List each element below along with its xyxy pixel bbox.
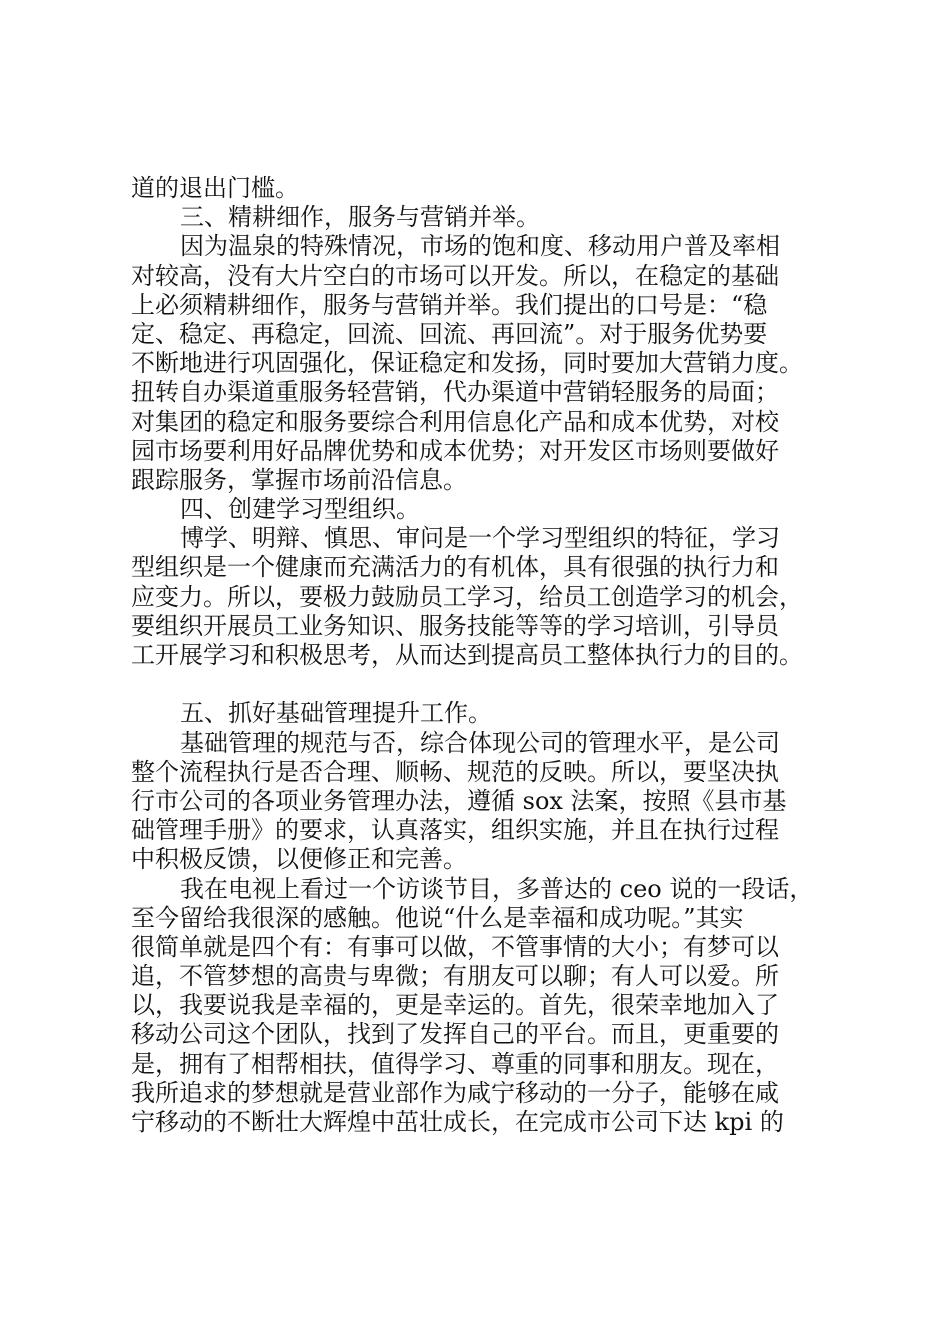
text-line: 因为温泉的特殊情况，市场的饱和度、移动用户普及率相: [180, 232, 780, 261]
text-line: 移动公司这个团队，找到了发挥自己的平台。而且，更重要的: [131, 1020, 779, 1049]
paragraph-gap: [131, 670, 851, 699]
text-line: 扭转自办渠道重服务轻营销，代办渠道中营销轻服务的局面；: [131, 378, 779, 407]
text-line: 对集团的稳定和服务要综合利用信息化产品和成本优势，对校: [131, 407, 779, 436]
text-line: 上必须精耕细作，服务与营销并举。我们提出的口号是：“稳: [131, 290, 768, 319]
section-heading-3: 三、精耕细作，服务与营销并举。: [180, 203, 540, 232]
document-body: [131, 174, 851, 1137]
text-line: 行市公司的各项业务管理办法，遵循 sox 法案，按照《县市基: [131, 786, 787, 815]
text-line: 园市场要利用好品牌优势和成本优势；对开发区市场则要做好: [131, 436, 779, 465]
text-line: 很简单就是四个有：有事可以做，不管事情的大小；有梦可以: [131, 932, 779, 961]
text-line: 宁移动的不断壮大辉煌中茁壮成长，在完成市公司下达 kpi 的: [131, 1108, 784, 1136]
text-line: 至今留给我很深的感触。他说“什么是幸福和成功呢。”其实: [131, 903, 744, 932]
text-line: 道的退出门槛。: [131, 174, 299, 202]
section-heading-5: 五、抓好基础管理提升工作。: [180, 699, 492, 728]
text-line: 我在电视上看过一个访谈节目，多普达的 ceo 说的一段话，: [180, 874, 814, 903]
text-line: 对较高，没有大片空白的市场可以开发。所以，在稳定的基础: [131, 261, 779, 290]
text-line: 不断地进行巩固强化，保证稳定和发扬，同时要加大营销力度。: [131, 349, 803, 378]
text-line: 追，不管梦想的高贵与卑微；有朋友可以聊；有人可以爱。所: [131, 962, 779, 991]
text-line: 整个流程执行是否合理、顺畅、规范的反映。所以，要坚决执: [131, 757, 779, 786]
text-line: 博学、明辩、慎思、审问是一个学习型组织的特征，学习: [180, 524, 780, 553]
text-line: 工开展学习和积极思考，从而达到提高员工整体执行力的目的。: [131, 641, 803, 669]
text-line: 跟踪服务，掌握市场前沿信息。: [131, 465, 467, 494]
text-line: 定、稳定、再稳定，回流、回流、再回流”。对于服务优势要: [131, 319, 768, 348]
text-line: 应变力。所以，要极力鼓励员工学习，给员工创造学习的机会，: [131, 582, 803, 611]
text-line: 要组织开展员工业务知识、服务技能等等的学习培训，引导员: [131, 611, 779, 640]
text-line: 我所追求的梦想就是营业部作为咸宁移动的一分子，能够在咸: [131, 1078, 779, 1107]
text-line: 础管理手册》的要求，认真落实，组织实施，并且在执行过程: [131, 816, 779, 845]
text-line: 是，拥有了相帮相扶，值得学习、尊重的同事和朋友。现在，: [131, 1049, 779, 1078]
text-line: 型组织是一个健康而充满活力的有机体，具有很强的执行力和: [131, 553, 779, 582]
text-line: 中积极反馈，以便修正和完善。: [131, 845, 467, 874]
text-line: 以，我要说我是幸福的，更是幸运的。首先，很荣幸地加入了: [131, 991, 779, 1020]
section-heading-4: 四、创建学习型组织。: [180, 495, 420, 524]
text-line: 基础管理的规范与否，综合体现公司的管理水平，是公司: [180, 728, 780, 757]
